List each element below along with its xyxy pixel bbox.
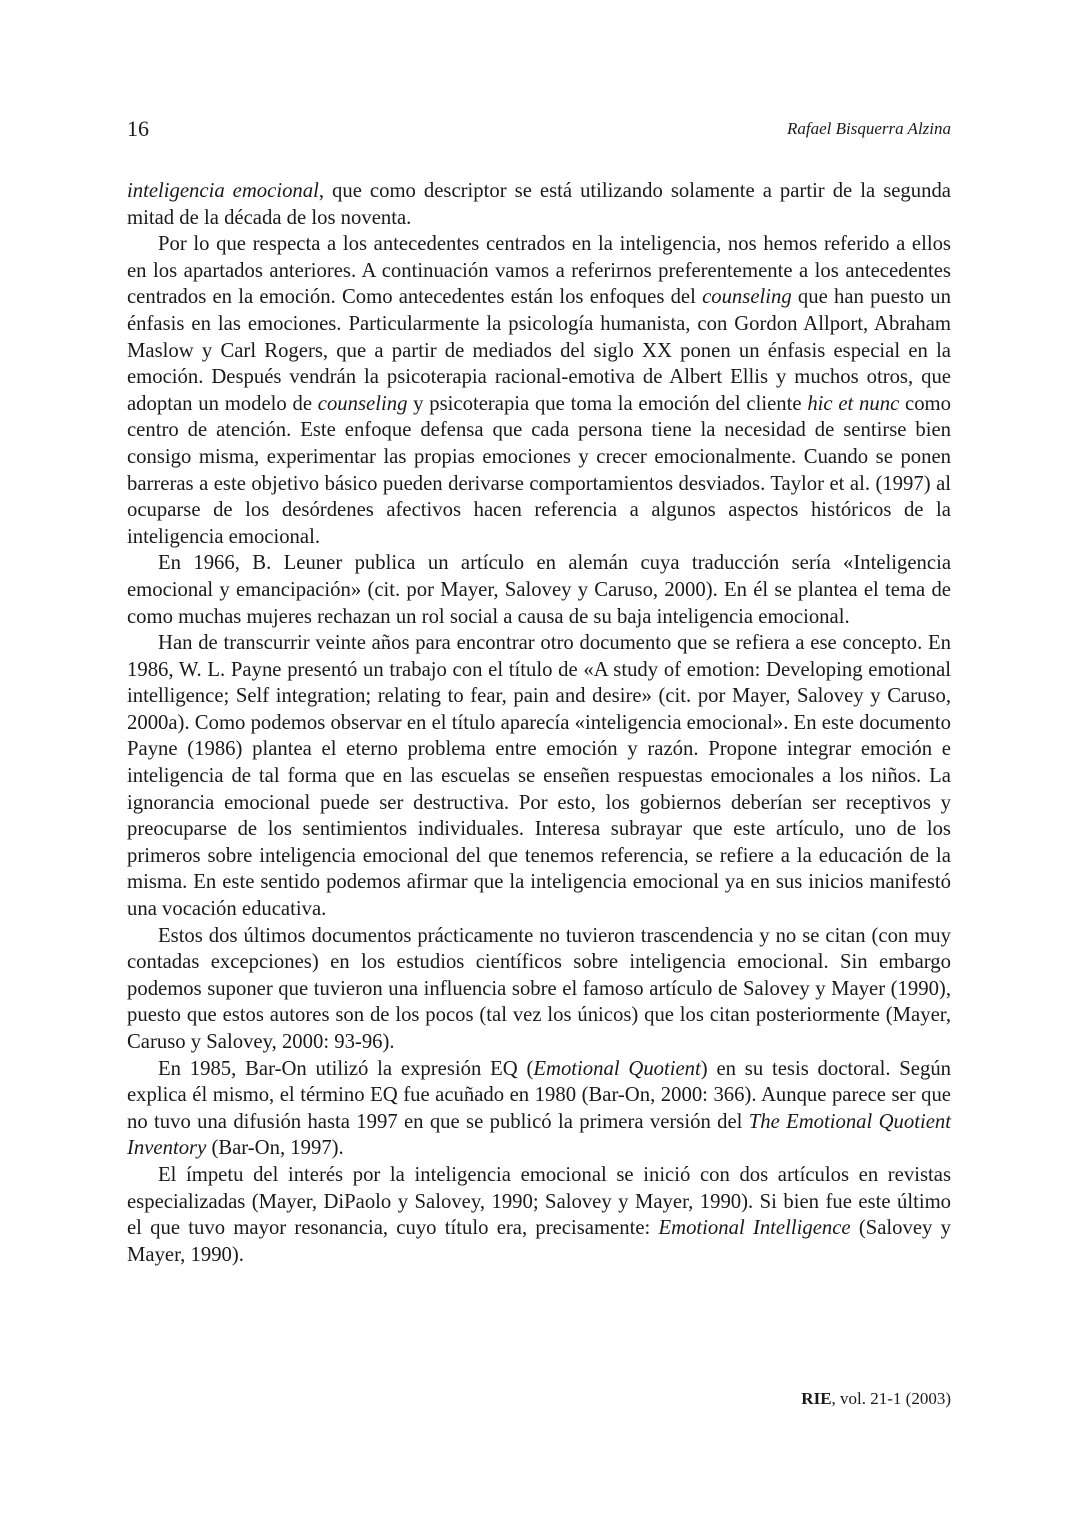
text-run: que han puesto un énfasis en las emociones. Particularmente la psicología humanista, con Gordon Allport, Abraham Maslow y Carl Rogers, que a partir de mediados del siglo XX ponen un énfasis especial en la emoción. Después vendrán la psicoterapia racional-emotiva de Albert Ellis y muchos otros, que adoptan un modelo de [127, 286, 951, 415]
text-run: , que como descriptor se está utilizando solamente a partir de la segunda mitad de la década de los noventa. [127, 180, 951, 229]
italic-text: counseling [317, 392, 408, 415]
text-run: Estos dos últimos documentos prácticamente no tuvieron trascendencia y no se citan (con muy contadas excepciones) en los estudios científicos sobre inteligencia emocional. Sin embargo podemos suponer que tuvieron una influencia sobre el famoso artículo de Salovey y Mayer (1990), puesto que estos autores son de los pocos (tal vez los únicos) que los citan posteriormente (Mayer, Caruso y Salovey, 2000: 93-96). [127, 924, 951, 1053]
paragraph [127, 923, 951, 1056]
italic-text: inteligencia emocional [127, 180, 319, 202]
text-run: (Salovey y Mayer, 1990). [127, 1217, 951, 1266]
paragraph [127, 550, 951, 630]
paragraph [127, 1162, 951, 1268]
text-run: ) en su tesis doctoral. Según explica él mismo, el término EQ fue acuñado en 1980 (Bar-On, 2000: 366). Aunque parece ser que no tuvo una difusión hasta 1997 en que se publicó la primera versión del [127, 1057, 952, 1133]
paragraph [127, 178, 951, 231]
page-header [127, 114, 951, 144]
paragraph [127, 231, 951, 550]
journal-volume: , vol. 21-1 (2003) [831, 1389, 951, 1408]
italic-text: Emotional Intelligence [658, 1217, 851, 1240]
text-run: En 1966, B. Leuner publica un artículo en alemán cuya traducción sería «Inteligencia emocional y emancipación» (cit. por Mayer, Salovey y Caruso, 2000). En él se plantea el tema de como muchas mujeres rechazan un rol social a causa de su baja inteligencia emocional. [127, 552, 951, 628]
italic-text: counseling [702, 286, 792, 309]
paragraph [127, 1056, 951, 1162]
paragraph [127, 630, 951, 923]
running-head-author: Rafael Bisquerra Alzina [786, 119, 951, 138]
italic-text: Emotional Quotient [533, 1057, 701, 1080]
text-run: El ímpetu del interés por la inteligencia emocional se inició con dos artículos en revistas especializadas (Mayer, DiPaolo y Salovey, 1990; Salovey y Mayer, 1990). Si bien fue este último el que tuvo mayor resonancia, cuyo título era, precisamente: [127, 1163, 951, 1240]
text-run: En 1985, Bar-On utilizó la expresión EQ ( [158, 1057, 534, 1080]
text-run: como centro de atención. Este enfoque defensa que cada persona tiene la necesidad de sentirse bien consigo misma, experimentar las propias emociones y crecer emocionalmente. Cuando se ponen barreras a este objetivo básico pueden derivarse comportamientos desviados. Taylor et al. (1997) al ocuparse de los desórdenes afectivos hacen referencia a algunos aspectos históricos de la inteligencia emocional. [127, 392, 951, 548]
body-text [127, 178, 951, 1268]
italic-text: hic et nunc [807, 392, 900, 415]
page-footer [801, 1386, 951, 1412]
text-run: y psicoterapia que toma la emoción del cliente [407, 392, 808, 415]
text-run: (Bar-On, 1997). [206, 1137, 344, 1160]
journal-name: RIE [801, 1389, 832, 1408]
text-run: Por lo que respecta a los antecedentes centrados en la inteligencia, nos hemos referido a ellos en los apartados anteriores. A continuación vamos a referirnos preferentemente a los antecedentes centrados en la emoción. Como antecedentes están los enfoques del [127, 233, 951, 309]
italic-text: The Emotional Quotient Inventory [127, 1110, 951, 1160]
text-run: Han de transcurrir veinte años para encontrar otro documento que se refiera a ese concepto. En 1986, W. L. Payne presentó un trabajo con el título de «A study of emotion: Developing emotional intelligence; Self integration; relating to fear, pain and desire» (cit. por Mayer, Salovey y Caruso, 2000a). Como podemos observar en el título aparecía «inteligencia emocional». En este documento Payne (1986) plantea el eterno problema entre emoción y razón. Propone integrar emoción e inteligencia de tal forma que en las escuelas se enseñen respuestas emocionales a los niños. La ignorancia emocional puede ser destructiva. Por esto, los gobiernos deberían ser receptivos y preocuparse de los sentimientos individuales. Interesa subrayar que este artículo, uno de los primeros sobre inteligencia emocional del que tenemos referencia, se refiere a la educación de la misma. En este sentido podemos afirmar que la inteligencia emocional ya en sus inicios manifestó una vocación educativa. [127, 632, 951, 921]
page-number: 16 [127, 116, 149, 141]
